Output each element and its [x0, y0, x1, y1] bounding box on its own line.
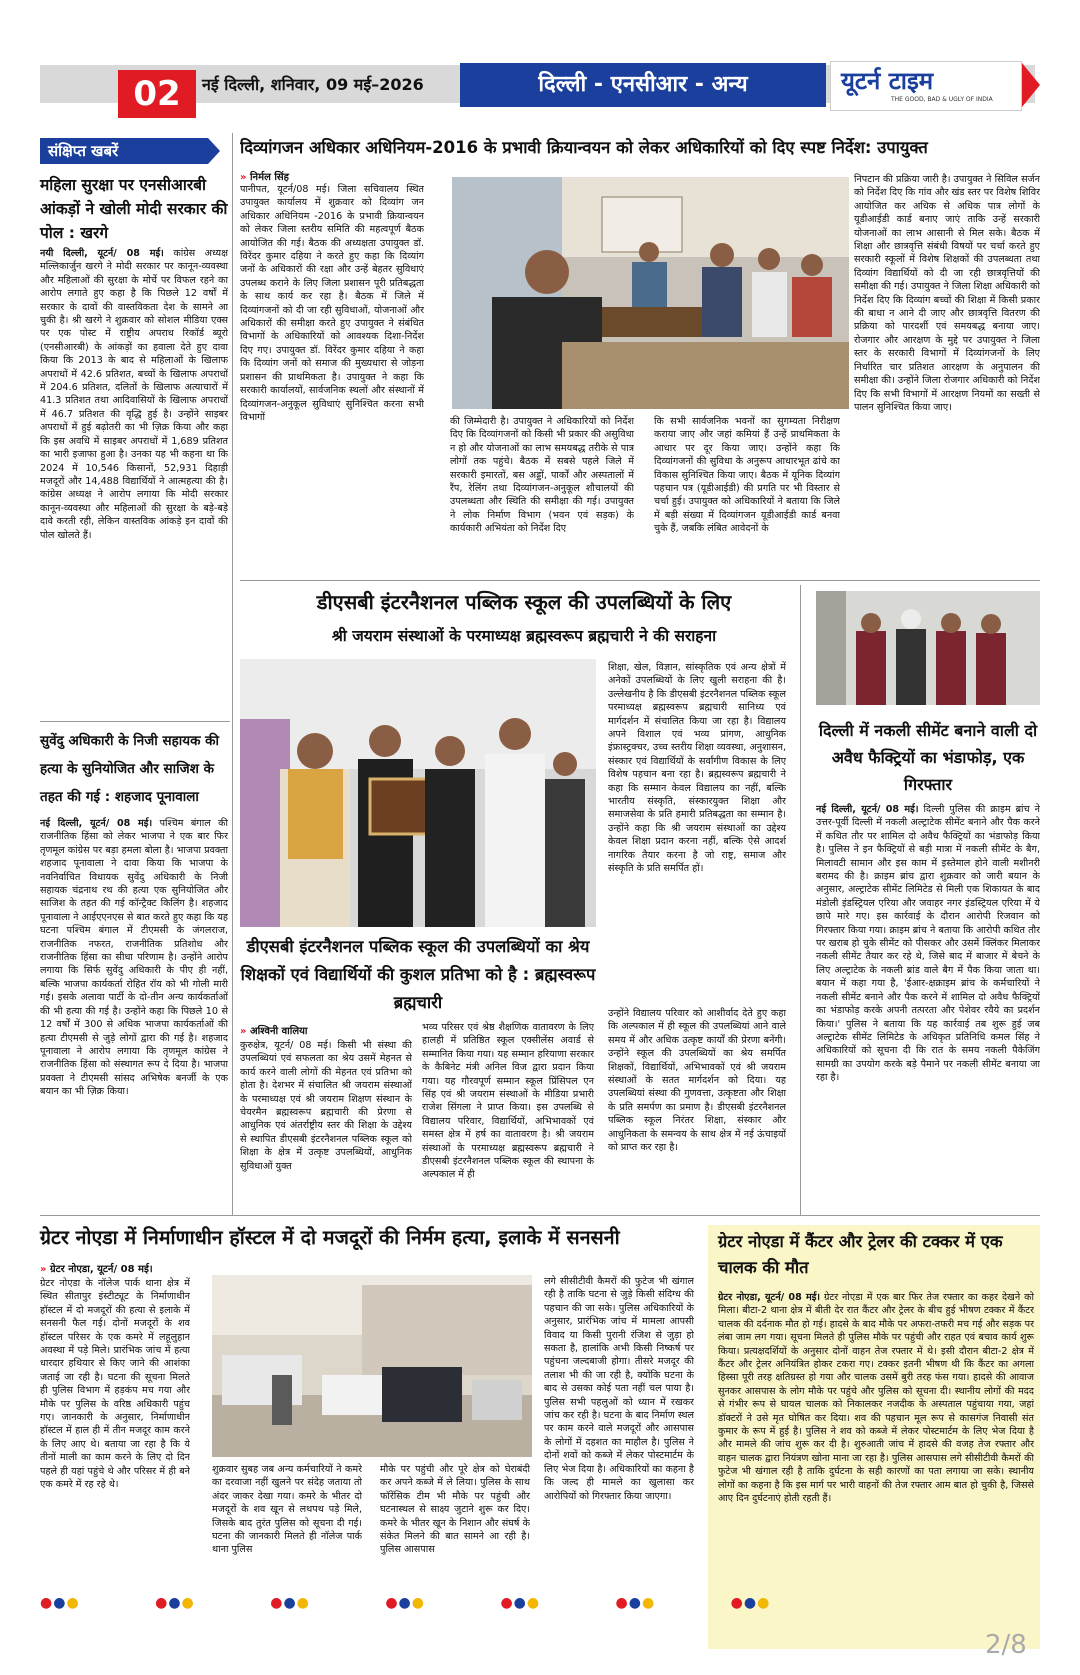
cement-lead: नई दिल्ली, यूटर्न/ 08 मई।	[816, 804, 919, 815]
arrest-photo	[816, 591, 1040, 705]
noida-headline: ग्रेटर नोएडा में निर्माणाधीन हॉस्टल में दो मजदूरों की निर्मम हत्या, इलाके में सनसनी	[40, 1226, 620, 1249]
newspaper-page	[40, 55, 1040, 1615]
dsb-byline: » अश्विनी वालिया	[240, 1023, 308, 1037]
logo	[830, 61, 1022, 111]
dsb-col3b: उन्होंने विद्यालय परिवार को आशीर्वाद देते हुए कहा कि अल्पकाल में ही स्कूल की उपलब्धियां आने वाले समय में और अधिक उत्कृष्ट कार्यों की प्रेरणा बनेंगी। उन्होंने स्कूल की उपलब्धियों का श्रेय समर्पित शिक्षकों, विद्यार्थियों, अभिभावकों एवं श्री जयराम संस्थाओं के सतत मार्गदर्शन को दिया। यह उपलब्धियां संस्था की गुणवत्ता, उत्कृष्टता और शिक्षा के प्रति समर्पण का प्रमाण है। डीएसबी इंटरनैशनल पब्लिक स्कूल निरंतर शिक्षा, संस्कार और आधुनिकता के समन्वय के साथ क्षेत्र में नई ऊंचाइयों को प्राप्त कर रहा है।	[608, 1008, 786, 1154]
cement-headline: दिल्ली में नकली सीमेंट बनाने वाली दो अवैध फैक्ट्रियों का भंडाफोड़, एक गिरफ्तार	[818, 721, 1038, 794]
noida-byline: » ग्रेटर नोएडा, यूटर्न/ 08 मई।	[40, 1261, 153, 1275]
brief2-body	[40, 817, 228, 1211]
brief1-body	[40, 247, 228, 717]
page-number: 02	[118, 70, 196, 118]
lead-col4: निपटान की प्रक्रिया जारी है। उपायुक्त ने सिविल सर्जन को निर्देश दिए कि गांव और खंड स्तर पर विशेष शिविर आयोजित कर अधिक से अधिक पात्र लोगों के यूडीआईडी कार्ड बनाए जाएं ताकि उन्हें सरकारी योजनाओं का लाभ आसानी से मिल सके। बैठक में शिक्षा और छात्रवृत्ति संबंधी विषयों पर चर्चा करते हुए सरकारी स्कूलों में विशेष शिक्षकों की उपलब्धता तथा दिव्यांग विद्यार्थियों को दी जा रही छात्रवृत्तियों की समीक्षा की गई। उपायुक्त ने जिला शिक्षा अधिकारी को निर्देश दिए कि दिव्यांग बच्चों की शिक्षा में किसी प्रकार की बाधा न आने दी जाए और छात्रवृत्ति वितरण की प्रक्रिया को पारदर्शी एवं समयबद्ध बनाया जाए। रोजगार और आरक्षण के मुद्दे पर उपायुक्त ने जिला स्तर के सरकारी विभागों में दिव्यांगजनों के लिए निर्धारित चार प्रतिशत आरक्षण के अनुपालन की समीक्षा की। उन्होंने जिला रोजगार अधिकारी को निर्देश दिए कि सभी विभागों में आरक्षण नियमों का सख्ती से पालन सुनिश्चित किया जाए।	[854, 174, 1040, 413]
hostel-photo	[212, 1275, 532, 1457]
brief1-headline: महिला सुरक्षा पर एनसीआरबी आंकड़ों ने खोली मोदी सरकार की पोल : खरगे	[40, 176, 228, 242]
brief2-text: पश्चिम बंगाल की राजनीतिक हिंसा को लेकर भाजपा ने एक बार फिर तृणमूल कांग्रेस पर बड़ा हमला बोला है। भाजपा प्रवक्ता शहजाद पूनावाला ने दावा किया कि भाजपा के नवनिर्वाचित विधायक सुवेंदु अधिकारी के निजी सहायक चंद्रनाथ रथ की हत्या एक सुनियोजित और साजिश के तहत की गई कॉन्ट्रैक्ट किलिंग है। शहजाद पूनावाला ने आईएएनएस से बात करते हुए कहा कि यह घटना पश्चिम बंगाल में टीएमसी के जंगलराज, राजनीतिक नफरत, राजनीतिक प्रतिशोध और राजनीतिक हिंसा का सीधा परिणाम है। उन्होंने आरोप लगाया कि सिर्फ सुवेंदु अधिकारी के पीए ही नहीं, बल्कि भाजपा कार्यकर्ता रोहित रॉय को भी गोली मारी गई। इसके अलावा पार्टी के दो-तीन अन्य कार्यकर्ताओं की भी हत्या की गई है। उन्होंने कहा कि पिछले 10 से 12 वर्षों में 300 से अधिक भाजपा कार्यकर्ताओं की हत्या टीएमसी से जुड़े लोगों द्वारा की गई है। शहजाद पूनावाला ने आरोप लगाया कि तृणमूल कांग्रेस ने राजनीतिक हिंसा को संस्थागत रूप दे दिया है। भाजपा प्रवक्ता ने टीएमसी सांसद अभिषेक बनर्जी के एक बयान का भी ज़िक्र किया।	[40, 818, 228, 1098]
noida-col3: मौके पर पहुंची और पूरे क्षेत्र को घेराबंदी कर अपने कब्जे में ले लिया। पुलिस के साथ फॉरेंसिक टीम भी मौके पर पहुंची और घटनास्थल से साक्ष्य जुटाने शुरू कर दिए। कमरे के भीतर खून के निशान और संघर्ष के संकेत मिलने की बात सामने आ रही है। पुलिस आसपास	[380, 1464, 530, 1556]
arrest-photo-image	[816, 591, 1040, 705]
meeting-photo-image	[452, 177, 849, 409]
masthead	[40, 55, 1040, 115]
briefs-tag: संक्षिप्त खबरें	[40, 138, 208, 164]
page-indicator: 2/8	[985, 1630, 1027, 1660]
lead-col2: की जिम्मेदारी है। उपायुक्त ने अधिकारियों को निर्देश दिए कि दिव्यांगजनों को किसी भी प्रकार की असुविधा न हो और योजनाओं का लाभ समयबद्ध तरीके से पात्र लोगों तक पहुंचे। बैठक में सबसे पहले जिले में सरकारी इमारतों, बस अड्डों, पार्कों और अस्पतालों में रैंप, रेलिंग तथा दिव्यांगजन-अनुकूल शौचालयों की उपलब्धता और स्थिति की समीक्षा की गई। उपायुक्त ने लोक निर्माण विभाग (भवन एवं सड़क) के कार्यकारी अभियंता को निर्देश दिए	[450, 416, 634, 535]
award-photo-image	[240, 659, 596, 927]
lead-byline: » निर्मल सिंह	[240, 169, 289, 183]
section-title: दिल्ली - एनसीआर - अन्य	[460, 63, 826, 107]
dateline: नई दिल्ली, शनिवार, 09 मई–2026	[202, 75, 424, 94]
lead-col1: पानीपत, यूटर्न/08 मई। जिला सचिवालय स्थित उपायुक्त कार्यालय में शुक्रवार को दिव्यांग जन अधिकार अधिनियम -2016 के प्रभावी क्रियान्वयन को लेकर जिला स्तरीय समिति की महत्वपूर्ण बैठक आयोजित की गई। बैठक की अध्यक्षता उपायुक्त डॉ. विरेंदर कुमार दहिया ने करते हुए कहा कि दिव्यांग जनों के अधिकारों की रक्षा और उन्हें बेहतर सुविधाएं उपलब्ध कराने के लिए जिला प्रशासन पूरी प्रतिबद्धता के साथ कार्य कर रहा है। बैठक में जिले में दिव्यांगजनों को दी जा रही सुविधाओं, योजनाओं और अधिकारों की समीक्षा करते हुए उपायुक्त ने संबंधित विभागों के अधिकारियों को आवश्यक दिशा-निर्देश दिए गए। उपायुक्त डॉ. विरेंदर कुमार दहिया ने कहा कि दिव्यांग जनों को समाज की मुख्यधारा से जोड़ना प्रशासन की प्राथमिकता है। उपायुक्त ने कहा कि सरकारी कार्यालयों, सार्वजनिक स्थलों और संस्थानों में दिव्यांगजन-अनुकूल सुविधाएं सुनिश्चित करना सभी विभागों	[240, 184, 424, 423]
row-divider	[240, 580, 1040, 581]
cement-text: दिल्ली पुलिस की क्राइम ब्रांच ने उत्तर-पूर्वी दिल्ली में नकली अल्ट्राटेक सीमेंट बनाने और पैक करने में कथित तौर पर शामिल दो अवैध फैक्ट्रियों का भंडाफोड़ किया है। पुलिस ने इन फैक्ट्रियों से बड़ी मात्रा में नकली सीमेंट के बैग, मिलावटी सामान और इस काम में इस्तेमाल होने वाली मशीनरी बरामद की है। क्राइम ब्रांच द्वारा शुक्रवार को जारी बयान के अनुसार, अल्ट्राटेक सीमेंट लिमिटेड से मिली एक शिकायत के बाद मंडोली इंडस्ट्रियल एरिया और जवाहर नगर इंडस्ट्रियल एरिया में ये छापे मारे गए। इस कार्रवाई के दौरान आरोपी रिजवान को गिरफ्तार किया गया। क्राइम ब्रांच ने बताया कि आरोपी कथित तौर पर खराब हो चुके सीमेंट को पीसकर और उसमें क्लिंकर मिलाकर नकली सीमेंट तैयार कर रहे थे, जिसे बाद में बाजार में बेचने के लिए अल्ट्राटेक के नकली ब्रांड वाले बैग में पैक किया जाता था। बयान में कहा गया है, 'ईआर-क्षक्राइम ब्रांच के कर्मचारियों ने नकली सीमेंट बनाने और पैक करने में शामिल दो अवैध फैक्ट्रियों का भंडाफोड़ करके अपनी तत्परता और पेशेवर रवैये का प्रदर्शन किया।' पुलिस ने बताया कि यह कार्रवाई तब शुरू हुई जब अल्ट्राटेक सीमेंट लिमिटेड के अधिकृत प्रतिनिधि कमल सिंह ने अधिकारियों को सूचना दी कि रात के समय नकली पैकेजिंग सामग्री का उपयोग करके बड़े पैमाने पर नकली सीमेंट बनाया जा रहा है।	[816, 804, 1040, 1084]
dsb-subhead: श्री जयराम संस्थाओं के परमाध्यक्ष ब्रह्मस्वरूप ब्रह्मचारी ने की सराहना	[331, 627, 717, 645]
column-divider	[800, 585, 801, 1215]
canter-body	[718, 1291, 1034, 1641]
dsb-caption: डीएसबी इंटरनैशनल पब्लिक स्कूल की उपलब्धियों का श्रेय शिक्षकों एवं विद्यार्थियों की कुशल प्रतिभा को है : ब्रह्मस्वरूप ब्रह्मचारी	[240, 937, 596, 1012]
noida-col4: लगे सीसीटीवी कैमरों की फुटेज भी खंगाल रही है ताकि घटना से जुड़े किसी संदिग्ध की पहचान की जा सके। पुलिस अधिकारियों के अनुसार, प्रारंभिक जांच में मामला आपसी विवाद या किसी पुरानी रंजिश से जुड़ा हो सकता है, हालांकि अभी किसी निष्कर्ष पर पहुंचना जल्दबाजी होगा। तीसरे मजदूर की तलाश भी की जा रही है, क्योंकि घटना के बाद से उसका कोई पता नहीं चल पाया है। पुलिस सभी पहलुओं को ध्यान में रखकर जांच कर रही है। घटना के बाद निर्माण स्थल पर काम करने वाले मजदूरों और आसपास के लोगों में दहशत का माहौल है। पुलिस ने दोनों शवों को कब्जे में लेकर पोस्टमार्टम के लिए भेज दिया है। अधिकारियों का कहना है कि जल्द ही मामले का खुलासा कर आरोपियों को गिरफ्तार किया जाएगा।	[544, 1276, 694, 1502]
logo-text: यूटर्न टाइम	[841, 67, 934, 95]
brief1-text: कांग्रेस अध्यक्ष मल्लिकार्जुन खरगे ने मोदी सरकार पर कानून-व्यवस्था और महिलाओं की सुरक्षा के मोर्चे पर विफल रहने का आरोप लगाते हुए कहा है कि पिछले 12 वर्षों में सरकार के दावों की वास्तविकता देश के सामने आ चुकी है। श्री खरगे ने शुक्रवार को सोशल मीडिया एक्स पर एक पोस्ट में राष्ट्रीय अपराध रिकॉर्ड ब्यूरो (एनसीआरबी) के आंकड़ों का हवाला देते हुए दावा किया कि 2013 के बाद से महिलाओं के खिलाफ अपराधों में 42.6 प्रतिशत, बच्चों के खिलाफ अपराधों में 204.6 प्रतिशत, दलितों के खिलाफ अत्याचारों में 41.3 प्रतिशत तथा आदिवासियों के खिलाफ अपराधों में 46.7 प्रतिशत की वृद्धि हुई है। उन्होंने साइबर अपराधों में हुई बढ़ोतरी का भी ज़िक्र किया और कहा कि इस अवधि में साइबर अपराधों में 1,689 प्रतिशत का भारी इजाफा हुआ है। उनका यह भी कहना था कि 2024 में 10,546 किसानों, 52,931 दिहाड़ी मजदूरों और 14,488 विद्यार्थियों ने आत्महत्या की है। कांग्रेस अध्यक्ष ने आरोप लगाया कि मोदी सरकार कानून-व्यवस्था और महिलाओं की सुरक्षा के बड़े-बड़े दावे करती रही, लेकिन वास्तविक आंकड़े इन दावों की पोल खोलते हैं।	[40, 248, 228, 541]
dsb-col1: कुरुक्षेत्र, यूटर्न/ 08 मई। किसी भी संस्था की उपलब्धियां एवं सफलता का श्रेय उसमें मेहनत से कार्य करने वाली लोगों की मेहनत एवं प्रतिभा को होता है। देशभर में संचालित श्री जयराम संस्थाओं के परमाध्यक्ष एवं श्री जयराम शिक्षण संस्थान के चेयरमैन ब्रह्मस्वरूप ब्रह्मचारी की प्रेरणा से आधुनिक एवं अंतर्राष्ट्रीय स्तर की शिक्षा के उद्देश्य से स्थापित डीएसबी इंटरनैशनल पब्लिक स्कूल को शिक्षा के क्षेत्र में उत्कृष्ट उपलब्धियों, आधुनिक सुविधाओं युक्त	[240, 1040, 412, 1172]
lead-col3: कि सभी सार्वजनिक भवनों का सुगम्यता निरीक्षण कराया जाए और जहां कमियां हैं उन्हें प्राथमिकता के आधार पर दूर किया जाए। उन्होंने कहा कि दिव्यांगजनों की सुविधा के अनुरूप आधारभूत ढांचे का विकास सुनिश्चित किया जाए। बैठक में यूनिक दिव्यांग पहचान पत्र (यूडीआईडी) की प्रगति पर भी विस्तार से चर्चा हुई। उपायुक्त को अधिकारियों ने बताया कि जिले में बड़ी संख्या में दिव्यांगजन यूडीआईडी कार्ड बनवा चुके हैं, जबकि लंबित आवेदनों के	[654, 416, 840, 535]
brief-divider	[40, 721, 230, 722]
arrow-icon	[1022, 63, 1040, 107]
brief1-lead: नयी दिल्ली, यूटर्न/ 08 मई।	[40, 248, 164, 259]
meeting-photo	[452, 177, 849, 409]
dsb-col3a: शिक्षा, खेल, विज्ञान, सांस्कृतिक एवं अन्य क्षेत्रों में अनेकों उपलब्धियों के लिए खुली सराहना की है। उल्लेखनीय है कि डीएसबी इंटरनैशनल पब्लिक स्कूल परमाध्यक्ष ब्रह्मस्वरूप ब्रह्मचारी सानिध्य एवं मार्गदर्शन में संचालित किया जा रहा है। विद्यालय अपने विशाल एवं भव्य प्रांगण, आधुनिक इंफ्रास्ट्रक्चर, उच्च स्तरीय शिक्षा व्यवस्था, अनुशासन, संस्कार एवं विद्यार्थियों के सर्वांगीण विकास के लिए विशेष पहचान बना रहा है। ब्रह्मस्वरूप ब्रह्मचारी ने कहा कि सम्मान केवल विद्यालय का नहीं, बल्कि भारतीय संस्कृति, संस्कारयुक्त शिक्षा और समाजसेवा के प्रति हमारी प्रतिबद्धता का सम्मान है। उन्होंने कहा कि श्री जयराम संस्थाओं का उद्देश्य केवल शिक्षा प्रदान करना नहीं, बल्कि ऐसे आदर्श नागरिक तैयार करना है जो राष्ट्र, समाज और संस्कृति के प्रति समर्पित हों।	[608, 662, 786, 875]
hostel-photo-image	[212, 1275, 532, 1457]
lead-headline: दिव्यांगजन अधिकार अधिनियम-2016 के प्रभावी क्रियान्वयन को लेकर अधिकारियों को दिए स्पष्ट निर्देश: उपायुक्त	[240, 138, 928, 157]
dsb-headline: डीएसबी इंटरनैशनल पब्लिक स्कूल की उपलब्धियों के लिए	[316, 590, 732, 614]
canter-headline: ग्रेटर नोएडा में कैंटर और ट्रेलर की टक्कर में एक चालक की मौत	[718, 1232, 1003, 1277]
cement-body	[816, 803, 1040, 1215]
canter-text: ग्रेटर नोएडा में एक बार फिर तेज रफ्तार का कहर देखने को मिला। बीटा-2 थाना क्षेत्र में बीती देर रात कैंटर और ट्रेलर के बीच हुई भीषण टक्कर में कैंटर चालक की दर्दनाक मौत हो गई। हादसे के बाद मौके पर अफरा-तफरी मच गई और सड़क पर लंबा जाम लग गया। सूचना मिलते ही पुलिस मौके पर पहुंची और राहत एवं बचाव कार्य शुरू किया। प्रत्यक्षदर्शियों के अनुसार दोनों वाहन तेज रफ्तार में थे। इसी दौरान बीटा-2 क्षेत्र में कैंटर और ट्रेलर अनियंत्रित होकर टकरा गए। टक्कर इतनी भीषण थी कि कैंटर का अगला हिस्सा पूरी तरह क्षतिग्रस्त हो गया और चालक उसमें बुरी तरह फंस गया। हादसे की आवाज सुनकर आसपास के लोग मौके पर पहुंचे और पुलिस को सूचना दी। स्थानीय लोगों की मदद से गंभीर रूप से घायल चालक को निकालकर नजदीक के अस्पताल पहुंचाया गया, जहां डॉक्टरों ने उसे मृत घोषित कर दिया। शव की पहचान मूल रूप से कासगंज निवासी संत कुमार के रूप में हुई है। पुलिस ने शव को कब्जे में लेकर पोस्टमार्टम के लिए भेज दिया है और मामले की जांच शुरू कर दी है। शुरुआती जांच में हादसे की वजह तेज रफ्तार और वाहन चालक द्वारा नियंत्रण खोना माना जा रहा है। पुलिस आसपास लगे सीसीटीवी कैमरों की फुटेज भी खंगाल रही है ताकि दुर्घटना के सही कारणों का पता लगाया जा सके। स्थानीय लोगों का कहना है कि इस मार्ग पर भारी वाहनों की तेज रफ्तार आम बात हो चुकी है, जिससे आए दिन दुर्घटनाएं होती रहती हैं।	[718, 1292, 1034, 1505]
row-divider	[40, 1215, 1040, 1216]
noida-col1: ग्रेटर नोएडा के नॉलेज पार्क थाना क्षेत्र में स्थित सीतापुर इंस्टीट्यूट के निर्माणाधीन हॉस्टल में दो मजदूरों की हत्या से इलाके में सनसनी फैल गई। दोनों मजदूरों के शव हॉस्टल परिसर के एक कमरे में लहूलुहान अवस्था में पड़े मिले। प्रारंभिक जांच में हत्या धारदार हथियार से किए जाने की आशंका जताई जा रही है। घटना की सूचना मिलते ही पुलिस विभाग में हड़कंप मच गया और मौके पर पुलिस के वरिष्ठ अधिकारी पहुंच गए। जानकारी के अनुसार, निर्माणाधीन हॉस्टल में हाल ही में तीन मजदूर काम करने के लिए आए थे। बताया जा रहा है कि ये तीनों माली का काम करने के लिए दो दिन पहले ही यहां पहुंचे थे और परिसर में ही बने एक कमरे में रह रहे थे।	[40, 1278, 190, 1491]
logo-tagline: THE GOOD, BAD & UGLY OF INDIA	[891, 96, 993, 103]
noida-col2: शुक्रवार सुबह जब अन्य कर्मचारियों ने कमरे का दरवाजा नहीं खुलने पर संदेह जताया तो अंदर जाकर देखा गया। कमरे के भीतर दो मजदूरों के शव खून से लथपथ पड़े मिले, जिसके बाद तुरंत पुलिस को सूचना दी गई। घटना की जानकारी मिलते ही नॉलेज पार्क थाना पुलिस	[212, 1464, 362, 1556]
brief2-headline: सुवेंदु अधिकारी के निजी सहायक की हत्या के सुनियोजित और साजिश के तहत की गई : शहजाद पूनावाला	[40, 733, 220, 805]
brief2-lead: नई दिल्ली, यूटर्न/ 08 मई।	[40, 818, 153, 829]
dsb-col2: भव्य परिसर एवं श्रेष्ठ शैक्षणिक वातावरण के लिए हालही में प्रतिष्ठित स्कूल एक्सीलेंस अवार्ड से सम्मानित किया गया। यह सम्मान हरियाणा सरकार के कैबिनेट मंत्री अनिल विज द्वारा प्रदान किया गया। यह गौरवपूर्ण सम्मान स्कूल प्रिंसिपल एन सिंह एवं श्री जयराम संस्थाओं के मीडिया प्रभारी राजेश सिंगला ने प्राप्त किया। इस उपलब्धि से विद्यालय परिवार, विद्यार्थियों, अभिभावकों एवं समस्त क्षेत्र में हर्ष का वातावरण है। श्री जयराम संस्थाओं के परमाध्यक्ष ब्रह्मस्वरूप ब्रह्मचारी ने डीएसबी इंटरनैशनल पब्लिक स्कूल की स्थापना के अल्पकाल में ही	[422, 1022, 594, 1181]
canter-lead: ग्रेटर नोएडा, यूटर्न/ 08 मई।	[718, 1292, 821, 1303]
award-photo	[240, 659, 596, 927]
footer-dots: ●●● ●●● ●●● ●●● ●●● ●●● ●●●	[40, 1595, 771, 1611]
column-divider	[232, 133, 233, 1215]
